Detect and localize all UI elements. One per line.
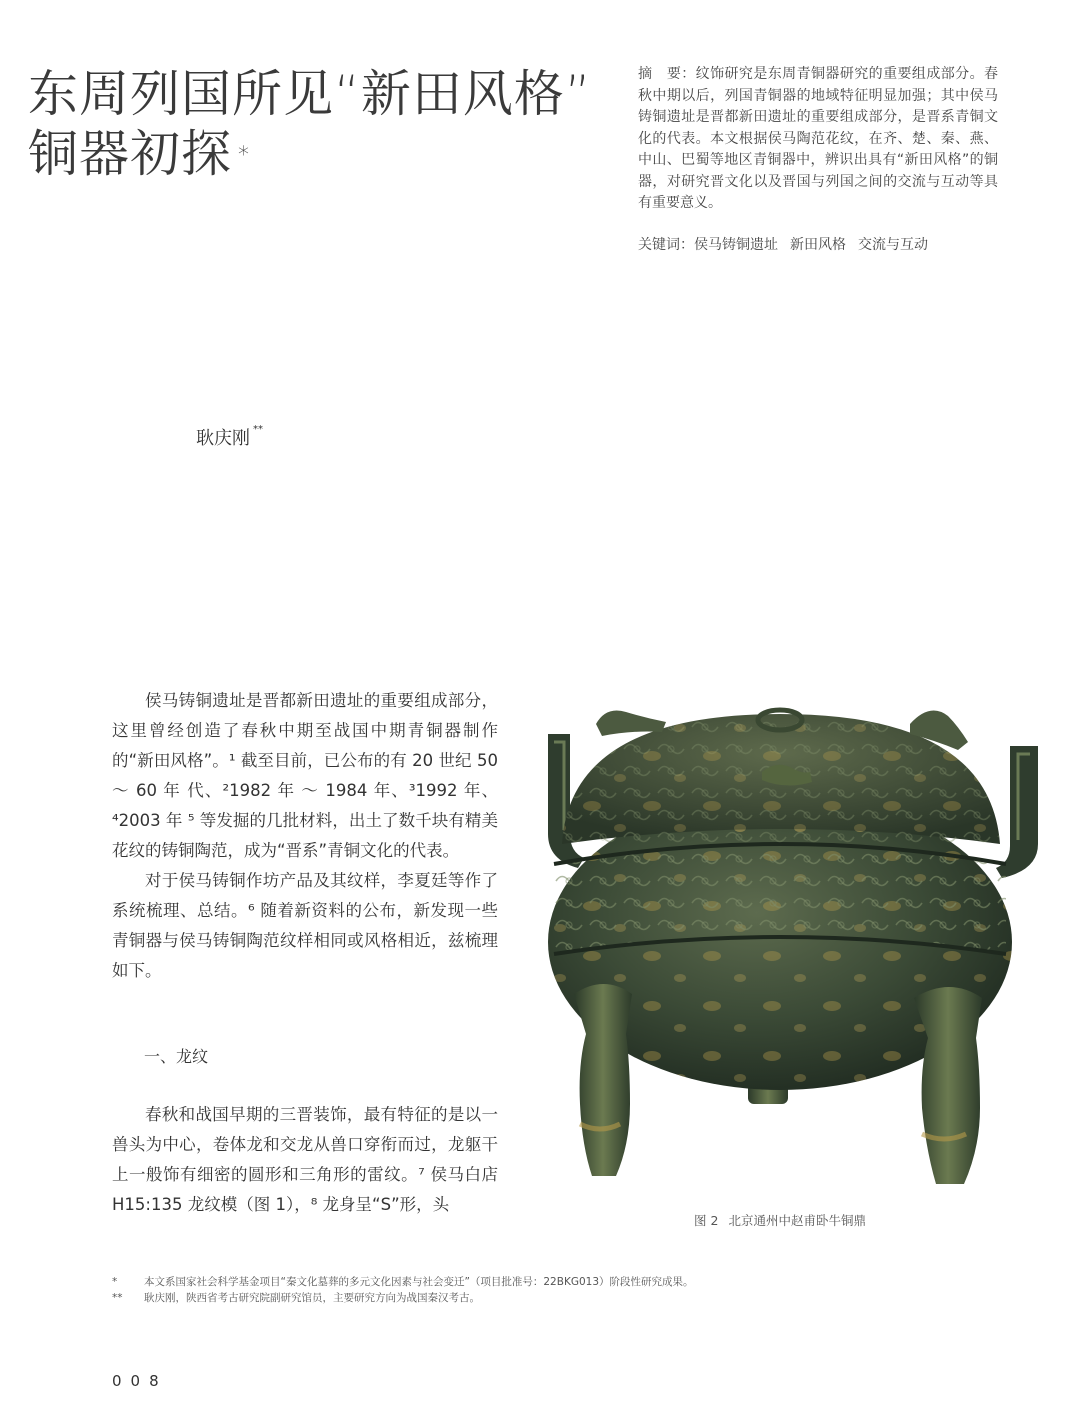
author <box>196 424 263 450</box>
body-text-upper <box>112 686 498 986</box>
keyword-item: 侯马铸铜遗址 <box>694 237 778 253</box>
footnote-text: 耿庆刚，陕西省考古研究院副研究馆员，主要研究方向为战国秦汉考古。 <box>144 1292 480 1304</box>
leg-right <box>914 987 982 1184</box>
keywords-label: 关键词： <box>638 237 694 253</box>
footnote-mark: ** <box>112 1292 123 1304</box>
article-title <box>28 64 608 184</box>
body-paragraph-1: 侯马铸铜遗址是晋都新田遗址的重要组成部分，这里曾经创造了春秋中期至战国中期青铜器制作的“新田风格”。¹ 截至目前，已公布的有 20 世纪 50 ～ 60 年 代、²1982 年 ～ 1984 年、³1992 年、⁴2003 年 ⁵ 等发掘的几批材料，出土了数千块有精美花纹的铸铜陶范，成为“晋系”青铜文化的代表。 <box>112 691 498 860</box>
page-number: 008 <box>112 1372 168 1390</box>
footnotes <box>112 1274 1012 1306</box>
figure-number: 图 2 <box>694 1213 719 1228</box>
footnote-mark: * <box>112 1276 118 1288</box>
keywords <box>638 235 1038 256</box>
body-paragraph-3: 春秋和战国早期的三晋装饰，最有特征的是以一兽头为中心，卷体龙和交龙从兽口穿衔而过，龙躯干上一般饰有细密的圆形和三角形的雷纹。⁷ 侯马白店 H15:135 龙纹模（图 1），⁸ 龙身呈“S”形，头 <box>112 1105 498 1214</box>
article-title-line-1: 东周列国所见“新田风格” <box>28 65 592 123</box>
figure-caption <box>694 1211 866 1229</box>
body-paragraph-2: 对于侯马铸铜作坊产品及其纹样，李夏廷等作了系统梳理、总结。⁶ 随着新资料的公布，新发现一些青铜器与侯马铸铜陶范纹样相同或风格相近，兹梳理如下。 <box>112 871 498 980</box>
leg-left <box>574 984 632 1176</box>
title-footnote-mark: * <box>238 143 250 168</box>
abstract: 摘 要：纹饰研究是东周青铜器研究的重要组成部分。春秋中期以后，列国青铜器的地域特征明显加强；其中侯马铸铜遗址是晋都新田遗址的重要组成部分，是晋系青铜文化的代表。本文根据侯马陶范花纹，在齐、楚、秦、燕、中山、巴蜀等地区青铜器中，辨识出具有“新田风格”的铜器，对研究晋文化以及晋国与列国之间的交流与互动等具有重要意义。 <box>638 66 998 211</box>
keyword-item: 新田风格 <box>790 237 846 253</box>
bronze-ding-image <box>518 694 1070 1206</box>
keyword-item: 交流与互动 <box>858 237 928 253</box>
author-name: 耿庆刚 <box>196 428 250 449</box>
footnote <box>112 1290 1012 1306</box>
figure-caption-text: 北京通州中赵甫卧牛铜鼎 <box>728 1213 866 1228</box>
article-title-line-2-text: 铜器初探 <box>28 125 232 183</box>
section-heading-dragon-pattern: 一、龙纹 <box>144 1047 209 1066</box>
footnote-text: 本文系国家社会科学基金项目“秦文化墓葬的多元文化因素与社会变迁”（项目批准号：22BKG013）阶段性研究成果。 <box>144 1276 694 1288</box>
article-title-line-2 <box>28 124 608 184</box>
author-footnote-mark: ** <box>253 424 263 435</box>
body-text-lower <box>112 1100 498 1220</box>
footnote <box>112 1274 1012 1290</box>
